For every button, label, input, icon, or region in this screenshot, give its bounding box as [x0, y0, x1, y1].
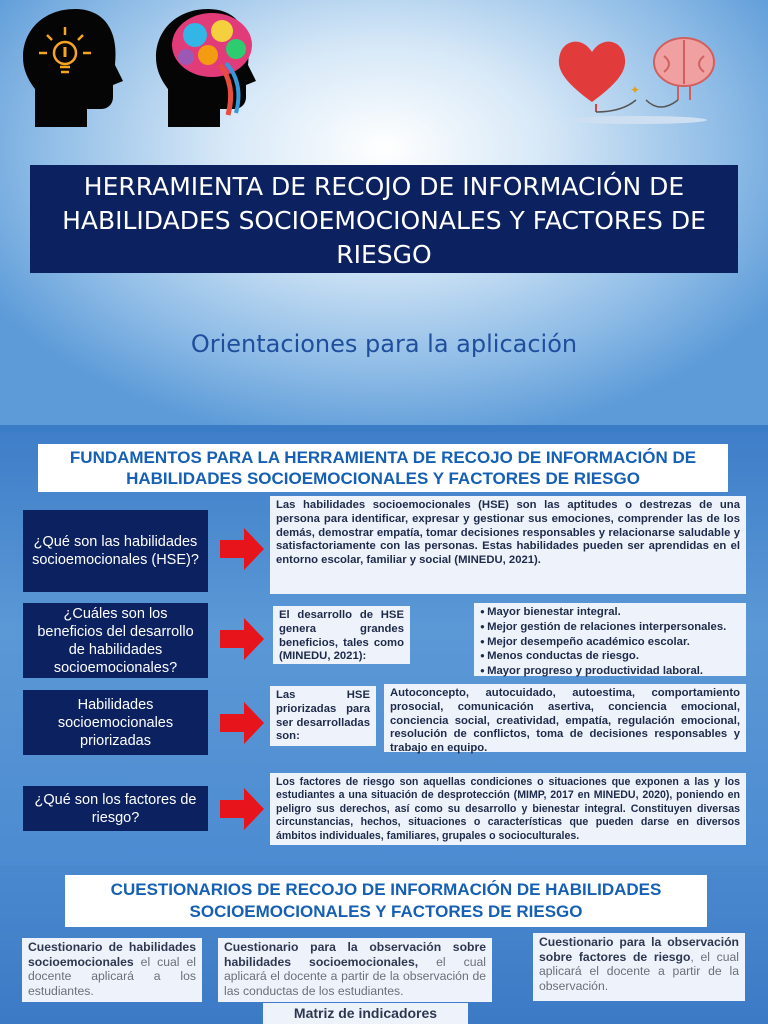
card-observacion-hse	[218, 938, 492, 1002]
benefit-item: ● Mejor gestión de relaciones interpersonales.	[480, 620, 740, 635]
heart-brain-icon	[552, 30, 722, 125]
right-arrow-icon	[218, 786, 266, 832]
benefit-item: ● Mejor desempeño académico escolar.	[480, 635, 740, 650]
head-lightbulb-icon	[15, 5, 130, 130]
right-arrow-icon	[218, 700, 266, 746]
benefit-item: ● Mayor progreso y productividad laboral.	[480, 664, 740, 679]
benefit-item: ● Menos conductas de riesgo.	[480, 649, 740, 664]
answer-priorizadas: Las HSE priorizadas para ser desarrolladas son:	[270, 686, 376, 746]
card-bold-text: Cuestionario para la observación sobre factores de riesgo	[539, 935, 739, 964]
card-text: el cual aplicará el docente a partir de la observación de las conductas de los estudiantes.	[224, 954, 486, 998]
head-colorful-brain-icon	[150, 5, 260, 130]
question-priorizadas: Habilidades socioemocionales priorizadas	[23, 690, 208, 755]
answer-hse: Las habilidades socioemocionales (HSE) son las aptitudes o destrezas de una persona para identificar, expresar y gestionar sus emociones, comprender las de los demás, demostrar empatía, tomar decisiones responsables y relacionarse saludable y satisfactoriamente con las personas. Estas habilidades pueden ser aprendidas en el entorno escolar, familiar y social (MINEDU, 2021).	[270, 496, 746, 594]
card-text: el cual el docente aplicará a los estudiantes.	[28, 954, 196, 998]
benefit-item: ● Mayor bienestar integral.	[480, 605, 740, 620]
question-factores: ¿Qué son los factores de riesgo?	[23, 786, 208, 831]
subtitle: Orientaciones para la aplicación	[190, 330, 578, 358]
answer-beneficios: El desarrollo de HSE genera grandes beneficios, tales como (MINEDU, 2021):	[273, 606, 410, 664]
question-hse: ¿Qué son las habilidades socioemocionales (HSE)?	[23, 510, 208, 592]
main-title: HERRAMIENTA DE RECOJO DE INFORMACIÓN DE HABILIDADES SOCIOEMOCIONALES Y FACTORES DE RIESGO	[30, 165, 738, 273]
card-bold-text: Cuestionario para la observación sobre habilidades socioemocionales,	[224, 940, 486, 969]
svg-text:✦: ✦	[630, 83, 641, 97]
card-text: , el cual aplicará el docente a partir de la observación.	[539, 949, 739, 993]
priorizadas-list: Autoconcepto, autocuidado, autoestima, comportamiento prosocial, comunicación asertiva, conciencia emocional, conciencia social, creatividad, empatía, regulación emocional, resolución de conflictos, toma de decisiones responsables y trabajo en equipo.	[384, 684, 746, 752]
benefits-list	[474, 603, 746, 676]
card-cuestionario-hse	[22, 938, 202, 1002]
card-bold-text: Cuestionario de habilidades socioemocionales	[28, 940, 196, 969]
answer-factores: Los factores de riesgo son aquellas condiciones o situaciones que exponen a las y los estudiantes a una situación de desprotección (MIMP, 2017 en MINEDU, 2020), poniendo en peligro sus derechos, así como su desarrollo y bienestar integral. Constituyen diversas circunstancias, hechos, situaciones o características que pueden darse en diversos ámbitos individuales, familiares, grupales o socioculturales.	[270, 773, 746, 845]
fundamentos-title: FUNDAMENTOS PARA LA HERRAMIENTA DE RECOJO DE INFORMACIÓN DE HABILIDADES SOCIOEMOCIONALES Y FACTORES DE RIESGO	[38, 444, 728, 492]
matriz-indicadores-label: Matriz de indicadores	[263, 1003, 468, 1024]
cover-slide	[0, 0, 768, 425]
card-observacion-riesgo	[533, 933, 745, 1001]
question-beneficios: ¿Cuáles son los beneficios del desarrollo de habilidades socioemocionales?	[23, 603, 208, 678]
right-arrow-icon	[218, 526, 266, 572]
cuestionarios-title: CUESTIONARIOS DE RECOJO DE INFORMACIÓN DE HABILIDADES SOCIOEMOCIONALES Y FACTORES DE RIESGO	[65, 875, 707, 927]
right-arrow-icon	[218, 616, 266, 662]
